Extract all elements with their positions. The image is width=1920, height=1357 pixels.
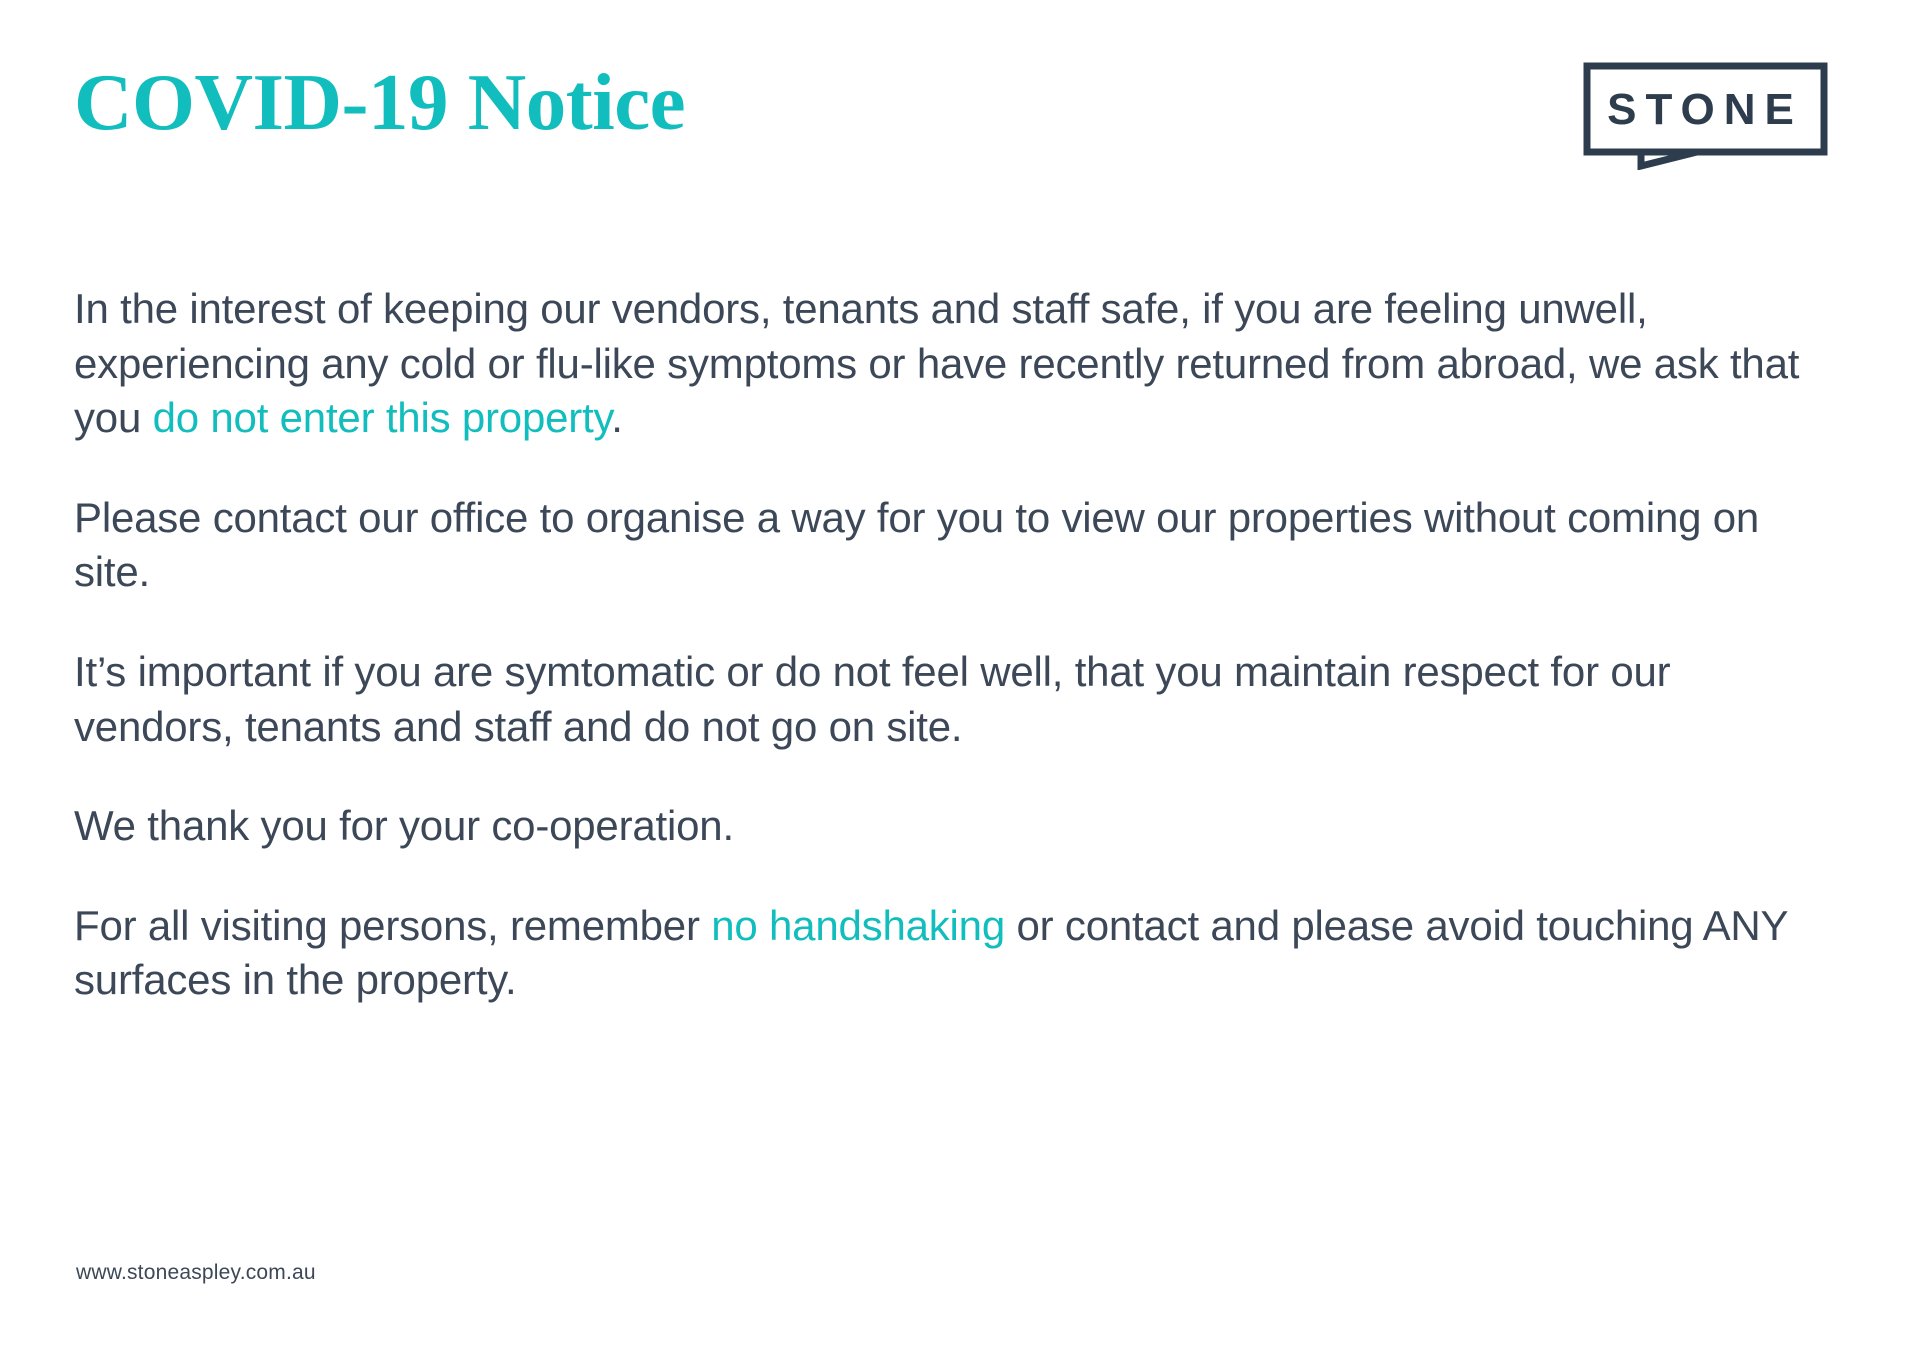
paragraph-2 [74, 491, 1804, 600]
paragraph-5 [74, 899, 1804, 1008]
stone-logo [1583, 62, 1828, 170]
paragraph-1-segment-3: . [611, 394, 623, 442]
paragraph-5-segment-2-accent: no handshaking [711, 901, 1006, 949]
paragraph-3-segment-1: It’s important if you are symtomatic or do not feel well, that you maintain respect for our vendors, tenants and staff and do not go on site. [74, 647, 1671, 750]
paragraph-5-segment-3: or contact and please avoid touching ANY surfaces in the property. [74, 901, 1788, 1004]
page-title: COVID-19 Notice [74, 57, 686, 147]
stone-logo-wordmark: STONE [1607, 85, 1803, 134]
paragraph-1-segment-1: In the interest of keeping our vendors, tenants and staff safe, if you are feeling unwell, experiencing any cold or flu-like symptoms or have recently returned from abroad, we ask that you [74, 285, 1800, 442]
footer-website: www.stoneaspley.com.au [76, 1261, 316, 1284]
paragraph-5-segment-1: For all visiting persons, remember [74, 901, 712, 949]
page-header [0, 52, 1920, 192]
paragraph-4-segment-1: We thank you for your co-operation. [74, 802, 734, 850]
paragraph-2-segment-1: Please contact our office to organise a way for you to view our properties without coming on site. [74, 493, 1760, 596]
paragraph-3 [74, 645, 1804, 754]
paragraph-1-segment-2-accent: do not enter this property [152, 394, 612, 442]
paragraph-1 [74, 282, 1804, 446]
paragraph-4 [74, 799, 1804, 854]
notice-body [74, 282, 1864, 1008]
